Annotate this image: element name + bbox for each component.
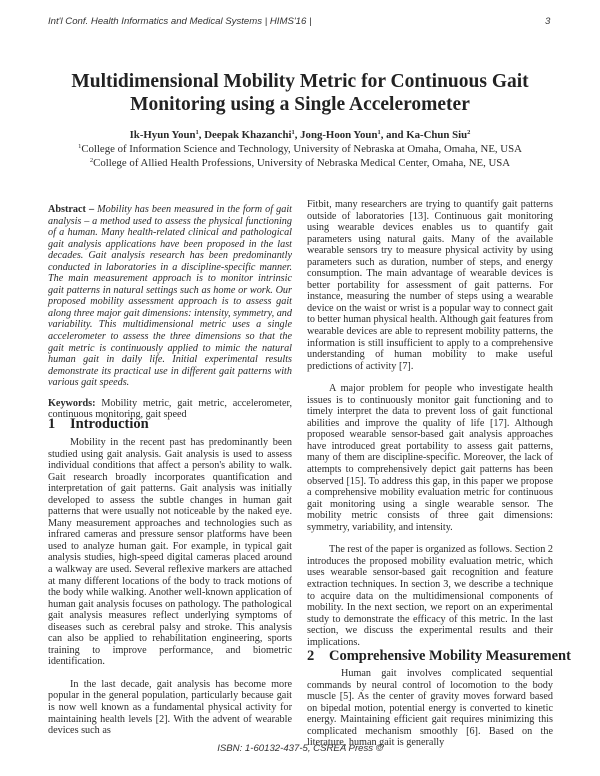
left-column [48, 204, 292, 421]
section-title: Introduction [70, 416, 149, 432]
separator: , [198, 129, 205, 141]
abstract-label: Abstract – [48, 204, 95, 215]
affiliation-mark: 1 [291, 129, 295, 136]
right-column-body [307, 668, 553, 749]
title-line: Monitoring using a Single Accelerometer [130, 94, 470, 115]
section-heading [48, 416, 149, 433]
section-title: Comprehensive Mobility Measurement [329, 648, 571, 664]
title-line: Multidimensional Mobility Metric for Continuous Gait [71, 71, 529, 92]
section-number: 1 [48, 416, 56, 432]
page-number: 3 [545, 16, 551, 27]
affiliation-mark: 2 [89, 157, 94, 164]
affiliation-text: College of Allied Health Professions, University of Nebraska Medical Center, Omaha, NE, USA [93, 157, 511, 169]
paragraph: Mobility in the recent past has predominantly been studied using gait analysis. Gait analysis is used to assess individual conditions that affect a person's ability to walk. Gait research broadly incorporates quantification and interpretation of gait patterns. Gait analysis was initially developed to assess the subtle changes in human gait patterns that were usually not noticeable by the naked eye. Many measurement approaches and technologies such as infrared cameras and pressure sensor platforms have been used to analyze human gait. For example, in typical gait analysis studies, high-speed digital cameras placed around a walkway are used. Several reflexive markers are attached at many different locations of the body to track motions of the body while walking. Another well-known application of human gait analysis focuses on pathology. The pathological gait analysis measures reflect underlying symptoms of diseases such as cerebral palsy and stroke. This analysis can also be applied to rehabilitation engineering, sports training to improve performance, and biometric identification. [48, 437, 292, 668]
running-head: Int'l Conf. Health Informatics and Medical Systems | HIMS'16 | [48, 16, 312, 27]
separator: , and [380, 129, 407, 141]
affiliation-mark: 1 [78, 143, 82, 150]
affiliation [40, 155, 560, 169]
paragraph: Human gait involves complicated sequential commands by neural control of locomotion to the body muscle [5]. As the center of gravity moves forward based on bipedal motion, potential energy is converted to kinetic energy. Maintaining efficient gait requires minimizing this complicated mechanism smoothly [6]. Based on the literature, human gait is generally [307, 668, 553, 749]
author-list [40, 127, 560, 141]
paragraph: Fitbit, many researchers are trying to quantify gait patterns outside of laboratories [13]. Continuous gait monitoring using wearable devices enables us to quantify gait parameters using natural gaits. Many of the available wearable sensors try to measure physical activity by using parameters such as duration, number of steps, and energy consumption. The main advantage of wearable devices is better portability for assessment of gait patterns. For instance, measuring the number of steps using a wearable device on the waist or wrist is a popular way to connect gait to better human physical health. Although gait features from wearable devices are able to represent mobility patterns, the information is still insufficient to apply to a comprehensive understanding of human mobility to make useful predictions of activity [7]. [307, 199, 553, 372]
affiliation [40, 141, 560, 155]
keywords-text: Mobility metric, gait metric, accelerometer, continuous monitoring, gait speed [48, 397, 292, 421]
affiliation-mark: 1 [195, 129, 199, 136]
paragraph: A major problem for people who investigate health issues is to continuously monitor gait functioning and to timely interpret the data to prevent loss of gait functional abilities and improve the quality of life [17]. Although proposed wearable sensor-based gait analysis approaches have introduced great portability to assess gait patterns, many of them are discipline-specific. Moreover, the lack of attempts to comprehensively depict gait patterns has been observed [15]. To address this gap, in this paper we propose a comprehensive mobility evaluation metric for continuous gait monitoring using a single wearable sensor. The mobility metric consists of three gait dimensions: symmetry, variability, and intensity. [307, 383, 553, 533]
right-column [307, 199, 553, 648]
paragraph: The rest of the paper is organized as follows. Section 2 introduces the proposed mobility evaluation metric, which uses wearable sensor-based gait recognition and feature extraction techniques. In section 3, we describe a technique to acquire data on the multidimensional components of mobility. In the next section, we report on an experimental study to demonstrate the efficacy of this metric. In the last section, we discuss the experimental results and their implications. [307, 544, 553, 648]
section-heading [307, 648, 571, 665]
author-name: Deepak Khazanchi [204, 129, 292, 141]
abstract [48, 204, 292, 389]
affiliation-mark: 1 [377, 129, 381, 136]
paragraph: In the last decade, gait analysis has become more popular in the general population, particularly because gait is now well known as a fundamental physical activity for maintaining health levels [2]. With the advent of wearable devices such as [48, 678, 292, 737]
keywords-label: Keywords: [48, 397, 96, 409]
author-name: Jong-Hoon Youn [300, 129, 378, 141]
affiliation-mark: 2 [467, 129, 471, 136]
author-block [40, 127, 560, 169]
author-name: Ka-Chun Siu [406, 129, 468, 141]
author-name: Ik-Hyun Youn [129, 129, 196, 141]
separator: , [294, 129, 301, 141]
affiliation-text: College of Information Science and Technology, University of Nebraska at Omaha, Omaha, NE, USA [81, 143, 522, 155]
left-column-body [48, 437, 292, 737]
paper-title [40, 70, 560, 116]
section-number: 2 [307, 648, 315, 664]
abstract-text: Mobility has been measured in the form of gait analysis – a method used to assess the physical functioning of a human. Many health-related clinical and pathological gait analysis applications have been proposed in the last decades. Gait analysis research has been predominantly conducted in laboratories in a discipline-specific manner. The main measurement approach is to monitor intrinsic gait patterns in natural settings such as home or work. Our proposed mobility assessment approach is to assess gait along three major gait dimensions: intensity, symmetry, and variability. This multidimensional metric uses a single accelerometer to assess the three dimensions so that the gait metric is continuously applied to mimic the natural human gait in daily life. Initial experimental results demonstrate its practical use in different gait patterns with various gait speeds. [48, 204, 292, 389]
footer-isbn: ISBN: 1-60132-437-5, CSREA Press © [217, 743, 383, 754]
